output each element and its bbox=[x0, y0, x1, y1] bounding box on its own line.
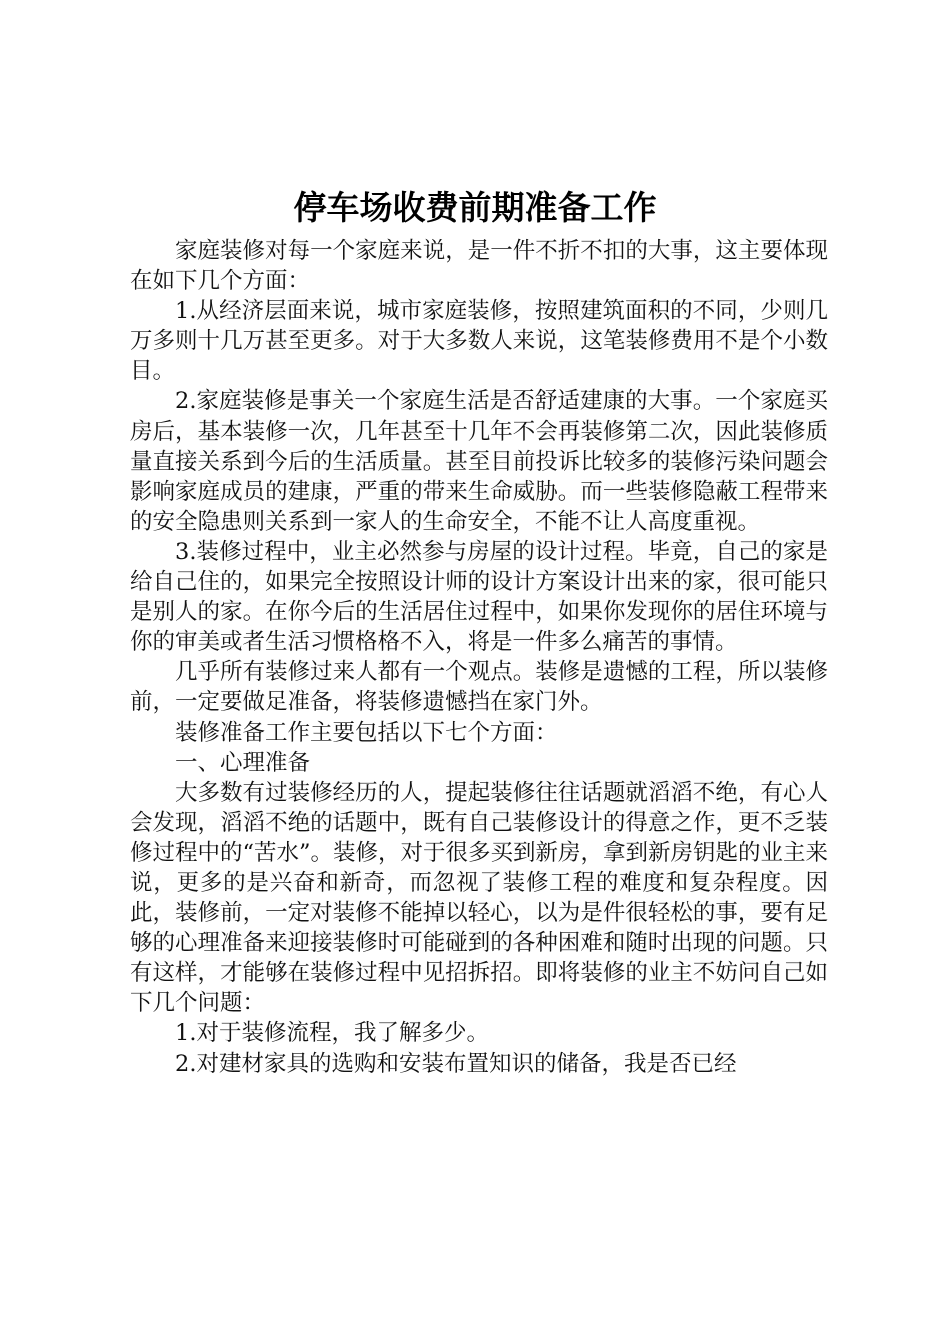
paragraph-point-3: 3.装修过程中，业主必然参与房屋的设计过程。毕竟，自己的家是给自己住的，如果完全按照设计师的设计方案设计出来的家，很可能只是别人的家。在你今后的生活居住过程中，如果你发现你的居住环境与你的审美或者生活习惯格格不入，将是一件多么痛苦的事情。 bbox=[130, 538, 828, 656]
paragraph-point-1: 1.从经济层面来说，城市家庭装修，按照建筑面积的不同，少则几万多则十几万甚至更多。对于大多数人来说，这笔装修费用不是个小数目。 bbox=[130, 298, 828, 385]
paragraph-intro: 家庭装修对每一个家庭来说，是一件不折不扣的大事，这主要体现在如下几个方面： bbox=[130, 238, 828, 295]
question-item-2: 2.对建材家具的选购和安装布置知识的储备，我是否已经 bbox=[175, 1050, 737, 1077]
paragraph-summary: 几乎所有装修过来人都有一个观点。装修是遗憾的工程，所以装修前，一定要做足准备，将装修遗憾挡在家门外。 bbox=[130, 659, 828, 716]
document-body bbox=[130, 236, 828, 1079]
section-heading-psychological: 一、心理准备 bbox=[175, 749, 311, 776]
paragraph-point-2: 2.家庭装修是事关一个家庭生活是否舒适建康的大事。一个家庭买房后，基本装修一次，几年甚至十几年不会再装修第二次，因此装修质量直接关系到今后的生活质量。甚至目前投诉比较多的装修污染问题会影响家庭成员的建康，严重的带来生命威胁。而一些装修隐蔽工程带来的安全隐患则关系到一家人的生命安全，不能不让人高度重视。 bbox=[130, 388, 828, 535]
document-title: 停车场收费前期准备工作 bbox=[293, 188, 657, 227]
question-item-1: 1.对于装修流程，我了解多少。 bbox=[175, 1020, 489, 1047]
paragraph-seven-aspects: 装修准备工作主要包括以下七个方面： bbox=[175, 719, 558, 746]
paragraph-psychological: 大多数有过装修经历的人，提起装修往往话题就滔滔不绝，有心人会发现，滔滔不绝的话题中，既有自己装修设计的得意之作，更不乏装修过程中的“苦水”。装修，对于很多买到新房，拿到新房钥匙的业主来说，更多的是兴奋和新奇，而忽视了装修工程的难度和复杂程度。因此，装修前，一定对装修不能掉以轻心，以为是件很轻松的事，要有足够的心理准备来迎接装修时可能碰到的各种困难和随时出现的问题。只有这样，才能够在装修过程中见招拆招。即将装修的业主不妨问自己如下几个问题： bbox=[130, 779, 829, 1017]
